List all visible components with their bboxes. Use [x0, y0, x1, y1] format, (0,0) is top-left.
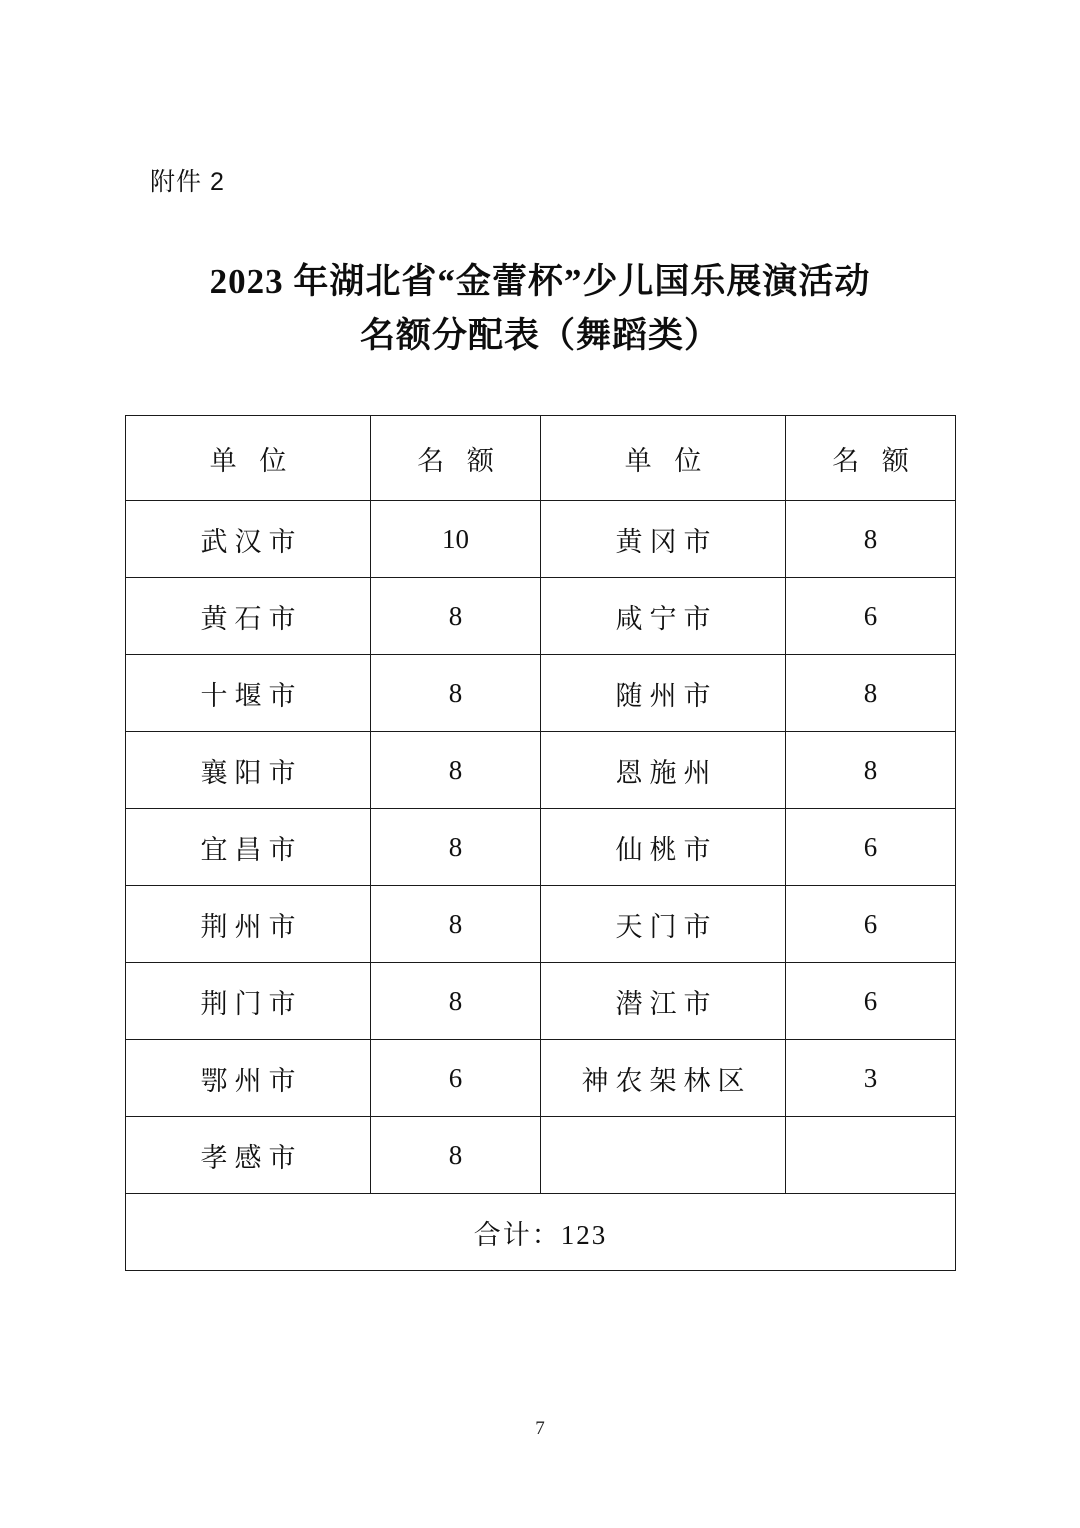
cell-unit-left: 鄂州市	[126, 1040, 371, 1117]
cell-quota-left: 8	[371, 655, 541, 732]
cell-quota-right	[786, 1117, 956, 1194]
cell-unit-right: 咸宁市	[541, 578, 786, 655]
cell-quota-left: 8	[371, 963, 541, 1040]
table-row	[126, 1117, 956, 1194]
cell-quota-left: 6	[371, 1040, 541, 1117]
cell-quota-right: 8	[786, 655, 956, 732]
table-row	[126, 963, 956, 1040]
cell-unit-right: 潜江市	[541, 963, 786, 1040]
cell-unit-right: 天门市	[541, 886, 786, 963]
column-header-quota-left: 名 额	[371, 416, 541, 501]
table-row	[126, 809, 956, 886]
cell-unit-left: 武汉市	[126, 501, 371, 578]
cell-unit-right	[541, 1117, 786, 1194]
cell-unit-left: 宜昌市	[126, 809, 371, 886]
cell-quota-right: 6	[786, 963, 956, 1040]
cell-quota-left: 10	[371, 501, 541, 578]
cell-quota-right: 6	[786, 578, 956, 655]
quota-table-container	[125, 415, 955, 1271]
cell-unit-left: 荆门市	[126, 963, 371, 1040]
table-row	[126, 578, 956, 655]
table-total-row	[126, 1194, 956, 1271]
cell-quota-right: 3	[786, 1040, 956, 1117]
cell-unit-right: 随州市	[541, 655, 786, 732]
page-title-line-1: 2023 年湖北省“金蕾杯”少儿国乐展演活动	[209, 262, 871, 301]
cell-unit-left: 黄石市	[126, 578, 371, 655]
cell-quota-left: 8	[371, 1117, 541, 1194]
cell-unit-right: 神农架林区	[541, 1040, 786, 1117]
table-row	[126, 1040, 956, 1117]
cell-quota-right: 6	[786, 886, 956, 963]
column-header-unit-left: 单 位	[126, 416, 371, 501]
attachment-label: 附件 2	[150, 168, 225, 196]
cell-quota-left: 8	[371, 732, 541, 809]
cell-quota-left: 8	[371, 809, 541, 886]
cell-unit-left: 十堰市	[126, 655, 371, 732]
cell-unit-left: 荆州市	[126, 886, 371, 963]
table-row	[126, 886, 956, 963]
cell-quota-right: 8	[786, 732, 956, 809]
cell-quota-right: 6	[786, 809, 956, 886]
cell-unit-left: 孝感市	[126, 1117, 371, 1194]
cell-unit-right: 恩施州	[541, 732, 786, 809]
cell-unit-right: 黄冈市	[541, 501, 786, 578]
cell-quota-left: 8	[371, 886, 541, 963]
page-number: 7	[535, 1418, 545, 1439]
cell-unit-right: 仙桃市	[541, 809, 786, 886]
table-header-row	[126, 416, 956, 501]
cell-quota-left: 8	[371, 578, 541, 655]
page-title	[125, 255, 955, 364]
table-row	[126, 732, 956, 809]
cell-unit-left: 襄阳市	[126, 732, 371, 809]
table-row	[126, 501, 956, 578]
table-row	[126, 655, 956, 732]
page-title-line-2: 名额分配表（舞蹈类）	[359, 316, 720, 356]
cell-quota-right: 8	[786, 501, 956, 578]
column-header-unit-right: 单 位	[541, 416, 786, 501]
cell-total: 合计：123	[126, 1194, 956, 1271]
quota-table	[125, 415, 956, 1271]
column-header-quota-right: 名 额	[786, 416, 956, 501]
